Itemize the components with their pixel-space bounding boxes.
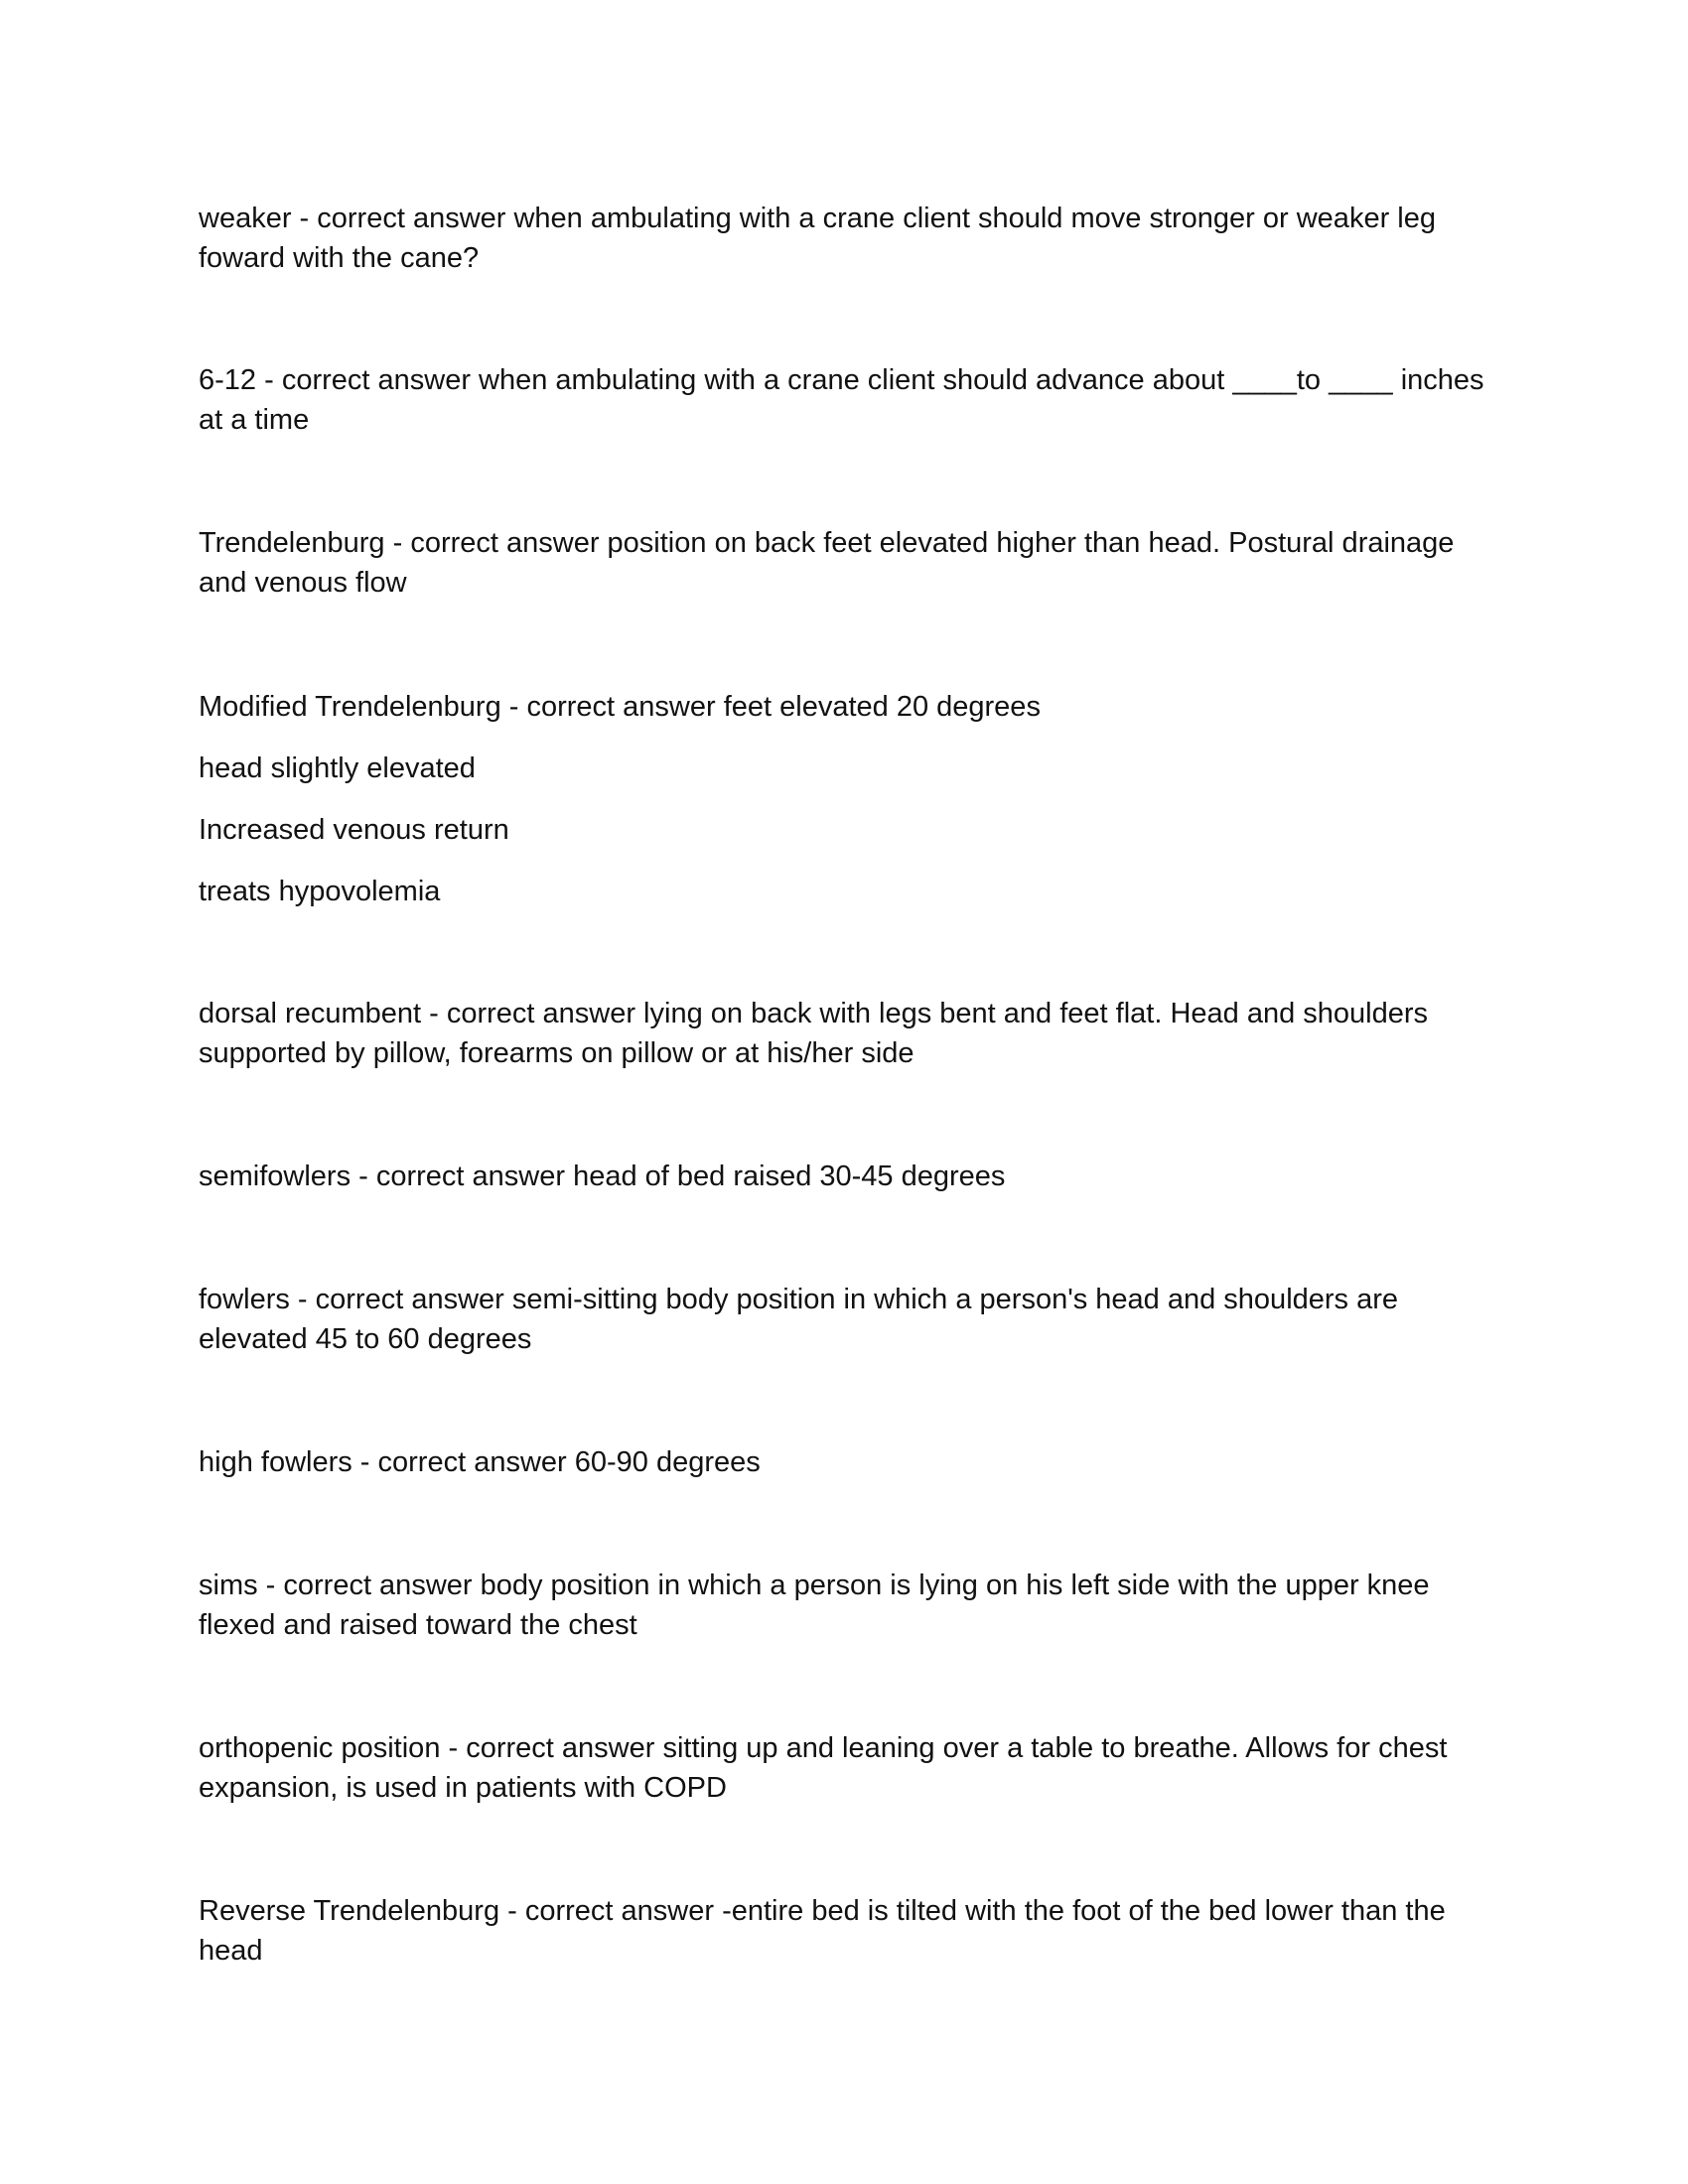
entry-line: head slightly elevated	[199, 752, 476, 784]
flashcard-entry-dorsal-recumbent	[199, 994, 1489, 1073]
flashcard-entry-fowlers	[199, 1280, 1489, 1359]
entry-text: dorsal recumbent - correct answer lying on back with legs bent and feet flat. Head and shoulders supported by pillow, forearms on pillow or at his/her side	[199, 998, 1429, 1069]
flashcard-entry-semifowlers	[199, 1157, 1489, 1196]
entry-text: high fowlers - correct answer 60-90 degrees	[199, 1446, 761, 1478]
flashcard-entry-modified-trendelenburg	[199, 687, 1489, 911]
entry-text: semifowlers - correct answer head of bed raised 30-45 degrees	[199, 1160, 1006, 1192]
flashcard-entry-orthopenic-position	[199, 1728, 1489, 1808]
entry-text: Trendelenburg - correct answer position on back feet elevated higher than head. Postural drainage and venous flow	[199, 527, 1455, 599]
entry-text: orthopenic position - correct answer sitting up and leaning over a table to breathe. Allows for chest expansion, is used in patients with COPD	[199, 1732, 1448, 1804]
flashcard-entry-weaker	[199, 199, 1489, 278]
entry-text: weaker - correct answer when ambulating with a crane client should move stronger or weaker leg foward with the cane?	[199, 203, 1436, 274]
flashcard-entry-6-12	[199, 360, 1489, 440]
entry-text: fowlers - correct answer semi-sitting body position in which a person's head and shoulders are elevated 45 to 60 degrees	[199, 1284, 1399, 1355]
entry-text: sims - correct answer body position in which a person is lying on his left side with the upper knee flexed and raised toward the chest	[199, 1570, 1430, 1641]
flashcard-entry-trendelenburg	[199, 523, 1489, 603]
entry-text: Modified Trendelenburg - correct answer feet elevated 20 degrees	[199, 691, 1041, 723]
flashcard-entry-reverse-trendelenburg	[199, 1891, 1489, 1971]
flashcard-entry-high-fowlers	[199, 1442, 1489, 1482]
entry-line: treats hypovolemia	[199, 876, 441, 907]
entry-text: Reverse Trendelenburg - correct answer -entire bed is tilted with the foot of the bed lower than the head	[199, 1895, 1446, 1967]
entry-text: 6-12 - correct answer when ambulating with a crane client should advance about ____to ____ inches at a time	[199, 364, 1484, 436]
flashcard-entry-sims	[199, 1566, 1489, 1645]
entry-line: Increased venous return	[199, 814, 509, 846]
